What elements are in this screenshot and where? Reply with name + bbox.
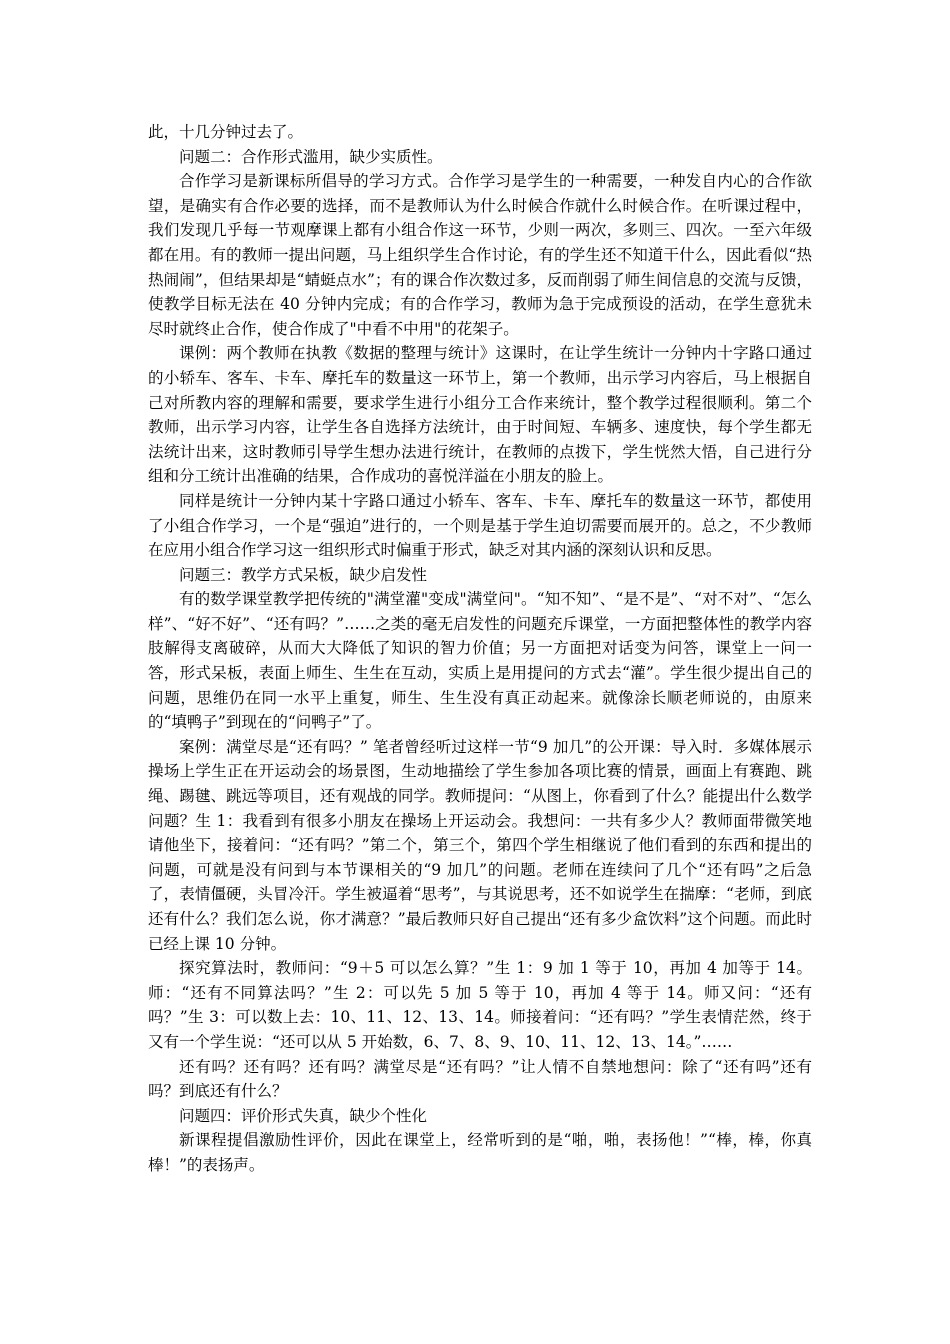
document-body [148,120,812,1178]
paragraph-rigid-teaching: 有的数学课堂教学把传统的"满堂灌"变成"满堂问"。“知不知”、“是不是”、“对不对”、“怎么样”、“好不好”、“还有吗？”……之类的毫无启发性的问题充斥课堂，一方面把整体性的教学内容肢解得支离破碎，从而大大降低了知识的智力价值；另一方面把对话变为问答，课堂上一问一答，形式呆板，表面上师生、生生在互动，实质上是用提问的方式去“灌”。学生很少提出自己的问题，思维仍在同一水平上重复，师生、生生没有真正动起来。就像涂长顺老师说的，由原来的“填鸭子”到现在的“问鸭子”了。 [148,590,812,732]
paragraph-case-study: 案例：满堂尽是“还有吗？” 笔者曾经听过这样一节“9 加几”的公开课：导入时．多媒体展示操场上学生正在开运动会的场景图，生动地描绘了学生参加各项比赛的情景，画面上有赛跑、跳绳、踢毽、跳远等项目，还有观战的同学。教师提问：“从图上，你看到了什么？能提出什么数学问题？生 1：我看到有很多小朋友在操场上开运动会。我想问：一共有多少人？教师面带微笑地请他坐下，接着问：“还有吗？”第二个，第三个，第四个学生相继说了他们看到的东西和提出的问题，可就是没有问到与本节课相关的“9 加几”的问题。老师在连续问了几个“还有吗”之后急了，表情僵硬，头冒冷汗。学生被逼着“思考”，与其说思考，还不如说学生在揣摩：“老师，到底还有什么？我们怎么说，你才满意？”最后教师只好自己提出“还有多少盒饮料”这个问题。而此时已经上课 10 分钟。 [148,737,812,953]
paragraph-cooperative-learning: 合作学习是新课标所倡导的学习方式。合作学习是学生的一种需要，一种发自内心的合作欲望，是确实有合作必要的选择，而不是教师认为什么时候合作就什么时候合作。在听课过程中，我们发现几乎每一节观摩课上都有小组合作这一环节，少则一两次，多则三、四次。一至六年级都在用。有的教师一提出问题，马上组织学生合作讨论，有的学生还不知道干什么，因此看似“热热闹闹”，但结果却是“蜻蜓点水”；有的课合作次数过多，反而削弱了师生间信息的交流与反馈，使教学目标无法在 40 分钟内完成；有的合作学习，教师为急于完成预设的活动，在学生意犹未尽时就终止合作，使合作成了"中看不中用"的花架子。 [148,172,812,338]
heading-problem-two: 问题二：合作形式滥用，缺少实质性。 [179,147,443,166]
paragraph-reflection: 还有吗？还有吗？还有吗？满堂尽是“还有吗？”让人情不自禁地想问：除了“还有吗”还有吗？到底还有什么？ [148,1057,812,1101]
paragraph-algorithm-exploration: 探究算法时，教师问：“9＋5 可以怎么算？”生 1：9 加 1 等于 10，再加 4 加等于 14。师：“还有不同算法吗？”生 2：可以先 5 加 5 等于 10，再加 4 等于 14。师又问：“还有吗？”生 3：可以数上去：10、11、12、13、14。师接着问：“还有吗？”学生表情茫然，终于又有一个学生说：“还可以从 5 开始数，6、7、8、9、10、11、12、13、14。”…… [148,959,812,1051]
heading-problem-three: 问题三：教学方式呆板，缺少启发性 [179,565,428,584]
paragraph-evaluation: 新课程提倡激励性评价，因此在课堂上，经常听到的是“啪，啪，表扬他！”“棒，棒，你真棒！”的表扬声。 [148,1131,812,1174]
paragraph-comparison: 同样是统计一分钟内某十字路口通过小轿车、客车、卡车、摩托车的数量这一环节，都使用了小组合作学习，一个是“强迫”进行的，一个则是基于学生迫切需要而展开的。总之，不少教师在应用小组合作学习这一组织形式时偏重于形式，缺乏对其内涵的深刻认识和反思。 [148,491,812,560]
paragraph-lesson-example: 课例：两个教师在执教《数据的整理与统计》这课时，在让学生统计一分钟内十字路口通过的小轿车、客车、卡车、摩托车的数量这一环节上，第一个教师，出示学习内容后，马上根据自己对所教内容的理解和需要，要求学生进行小组分工合作来统计，整个教学过程很顺利。第二个教师，出示学习内容，让学生各自选择方法统计，由于时间短、车辆多、速度快，每个学生都无法统计出来，这时教师引导学生想办法进行统计，在教师的点拨下，学生恍然大悟，自己进行分组和分工统计出准确的结果，合作成功的喜悦洋溢在小朋友的脸上。 [148,344,812,486]
heading-problem-four: 问题四：评价形式失真，缺少个性化 [179,1106,428,1125]
paragraph-continuation: 此，十几分钟过去了。 [148,123,304,141]
